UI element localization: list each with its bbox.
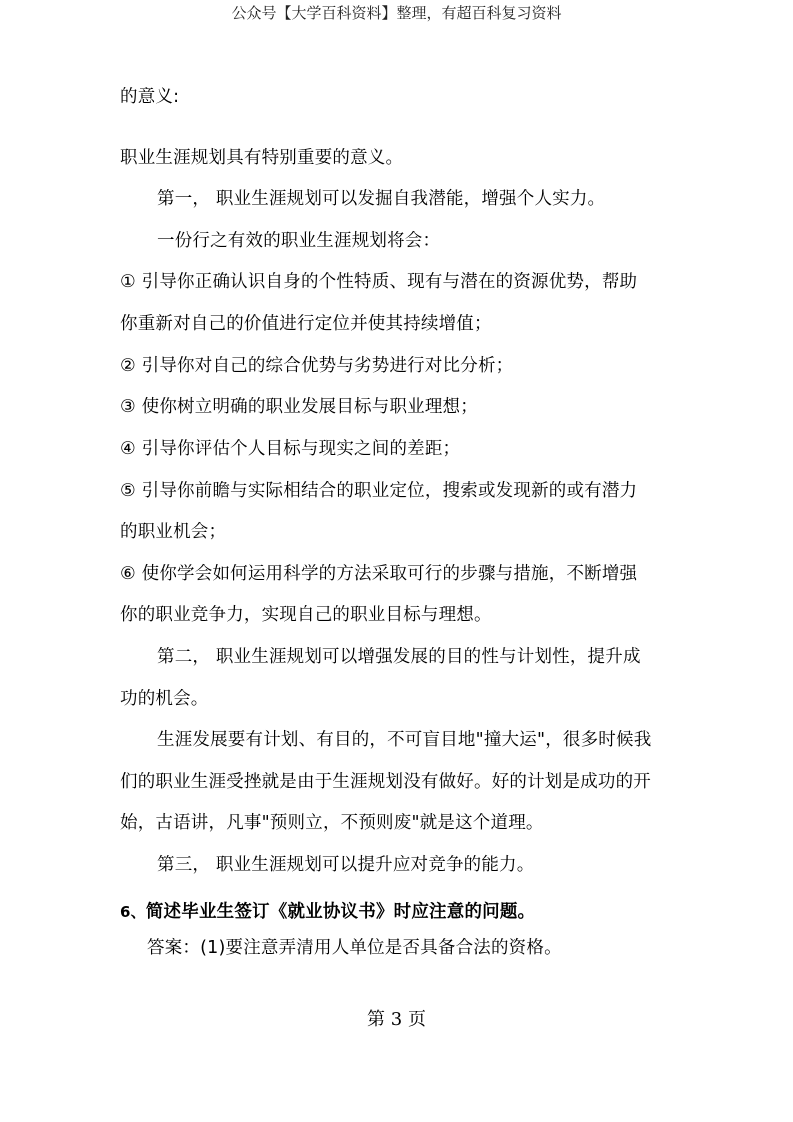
paragraph-line: 职业生涯规划具有特别重要的意义。: [120, 148, 404, 168]
paragraph-line: 的意义:: [120, 87, 180, 107]
paragraph-line: 始，古语讲，凡事"预则立，不预则废"就是这个道理。: [120, 813, 544, 833]
list-item: ② 引导你对自己的综合优势与劣势进行对比分析；: [120, 356, 514, 376]
paragraph-line: 的职业机会；: [120, 522, 227, 542]
page-number: 第 3 页: [367, 1009, 426, 1030]
list-item: ① 引导你正确认识自身的个性特质、现有与潜在的资源优势，帮助: [120, 272, 638, 292]
page-header: 公众号【大学百科资料】整理，有超百科复习资料: [231, 4, 562, 22]
paragraph-line: 功的机会。: [120, 689, 209, 709]
question-text: 简述毕业生签订《就业协议书》时应注意的问题。: [145, 902, 536, 922]
list-item: ③ 使你树立明确的职业发展目标与职业理想；: [120, 397, 478, 417]
question-number: 6、: [120, 903, 146, 921]
paragraph-line: 你的职业竞争力，实现自己的职业目标与理想。: [120, 605, 492, 625]
paragraph-line: 第二， 职业生涯规划可以增强发展的目的性与计划性，提升成: [157, 647, 641, 667]
paragraph-line: 们的职业生涯受挫就是由于生涯规划没有做好。好的计划是成功的开: [120, 772, 651, 792]
paragraph-line: 生涯发展要有计划、有目的，不可盲目地"撞大运"，很多时候我: [157, 730, 652, 750]
paragraph-line: 第一， 职业生涯规划可以发掘自我潜能，增强个人实力。: [157, 189, 606, 209]
answer-line: 答案：(1)要注意弄清用人单位是否具备合法的资格。: [147, 938, 562, 958]
list-item: ⑥ 使你学会如何运用科学的方法采取可行的步骤与措施，不断增强: [120, 564, 638, 584]
paragraph-line: 你重新对自己的价值进行定位并使其持续增值；: [120, 314, 492, 334]
list-item: ⑤ 引导你前瞻与实际相结合的职业定位，搜索或发现新的或有潜力: [120, 481, 638, 501]
paragraph-line: 一份行之有效的职业生涯规划将会：: [157, 231, 441, 251]
list-item: ④ 引导你评估个人目标与现实之间的差距；: [120, 439, 461, 459]
paragraph-line: 第三， 职业生涯规划可以提升应对竞争的能力。: [157, 855, 535, 875]
question-heading: [120, 901, 535, 923]
